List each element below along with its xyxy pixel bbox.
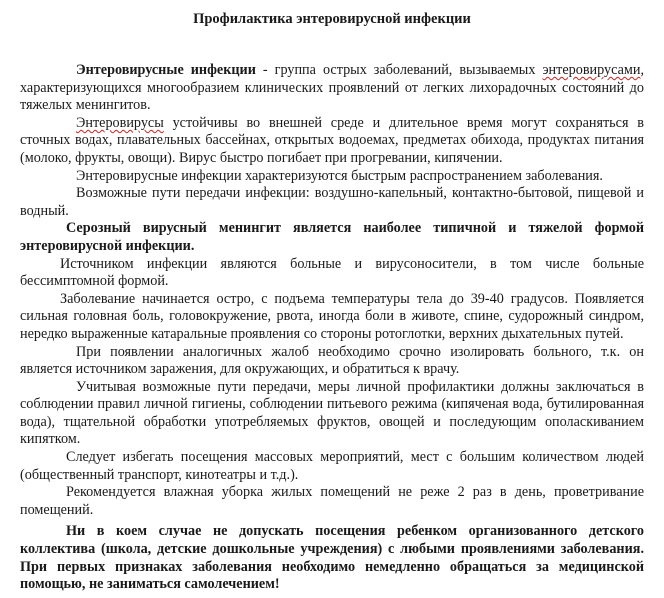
term-enterovirus-infections: Энтеровирусные инфекции — [76, 62, 256, 78]
paragraph-avoid-crowds: Следует избегать посещения массовых мероприятий, мест с большим количеством людей (общественный транспорт, кинотеатры и т.д.). — [20, 449, 644, 483]
paragraph-cleaning: Рекомендуется влажная уборка жилых помещений не реже 2 раз в день, проветривание помещений. — [20, 484, 644, 518]
definition-text-b: , характеризующихся многообразием клинических проявлений от легких лихорадочных состояний до тяжелых менингитов. — [20, 62, 644, 114]
paragraph-transmission: Возможные пути передачи инфекции: воздушно-капельный, контактно-бытовой, пищевой и водный. — [20, 185, 644, 219]
paragraph-prevention: Учитывая возможные пути передачи, меры личной профилактики должны заключаться в соблюдении правил личной гигиены, соблюдении питьевого режима (кипяченая вода, бутилированная вода), тщательной обработки употребляемых фруктов, овощей и последующим ополаскиванием кипятком. — [20, 378, 644, 448]
paragraph-spread: Энтеровирусные инфекции характеризуются быстрым распространением заболевания. — [76, 167, 603, 184]
paragraph-isolation: При появлении аналогичных жалоб необходимо срочно изолировать больного, т.к. он является источником заражения, для окружающих, и обратиться к врачу. — [20, 343, 644, 378]
misspelled-word: Энтеровирусы — [76, 114, 164, 131]
paragraph-symptoms: Заболевание начинается остро, с подъема температуры тела до 39-40 градусов. Появляется сильная головная боль, головокружение, рвота, иногда боли в животе, спине, судорожный синдром, нередко выраженные катаральные проявления со стороны ротоглотки, верхних дыхательных путей. — [20, 290, 644, 342]
resistance-text: устойчивы во внешней среде и длительное время могут сохраняться в сточных водах, плавательных бассейнах, открытых водоемах, предметах обихода, продуктах питания (молоко, фрукты, овощи). Вирус быстро погибает при прогревании, кипячении. — [20, 114, 644, 166]
paragraph-meningitis: Серозный вирусный менингит является наиболее типичной и тяжелой формой энтеровирусной инфекции. — [20, 220, 644, 254]
definition-text-a: - группа острых заболеваний, вызываемых — [255, 62, 543, 78]
document-title: Профилактика энтеровирусной инфекции — [193, 11, 471, 27]
misspelled-word: энтеровирусами — [542, 62, 641, 78]
paragraph-definition — [20, 62, 644, 115]
paragraph-source: Источником инфекции являются больные и вирусоносители, в том числе больные бессимптомной формой. — [20, 255, 644, 290]
paragraph-warning: Ни в коем случае не допускать посещения ребенком организованного детского коллектива (школа, детские дошкольные учреждения) с любыми проявлениями заболевания. При первых признаках заболевания необходимо немедленно обращаться за медицинской помощью, не заниматься самолечением! — [20, 523, 644, 593]
paragraph-resistance — [20, 115, 644, 168]
